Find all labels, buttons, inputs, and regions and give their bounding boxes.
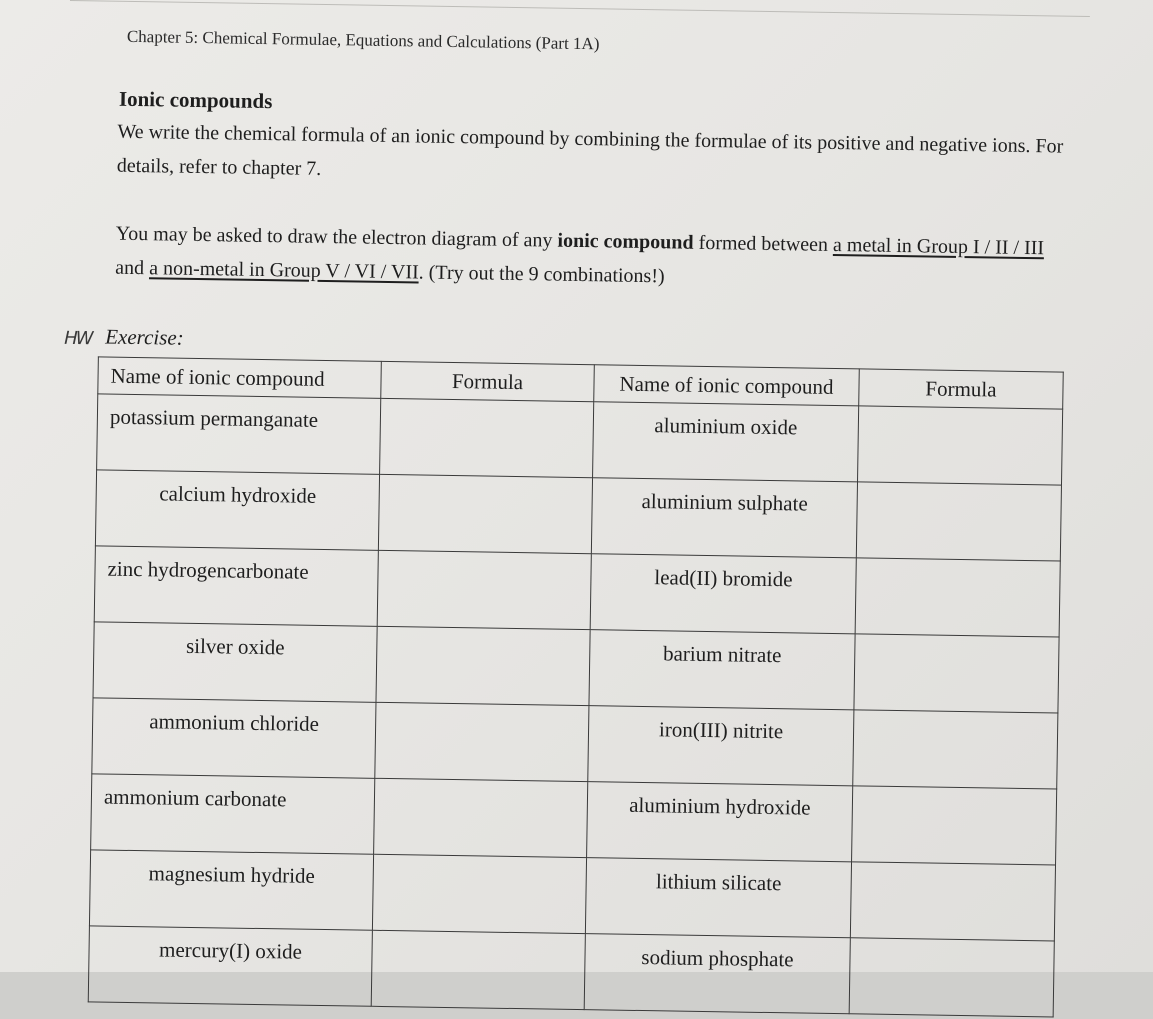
compound-name-right: aluminium hydroxide	[587, 782, 853, 862]
compound-name-right: aluminium sulphate	[591, 478, 857, 558]
formula-cell-left[interactable]	[374, 778, 588, 857]
section-heading: Ionic compounds	[118, 86, 273, 114]
header-name-left: Name of ionic compound	[98, 357, 382, 398]
compound-name-left: ammonium carbonate	[91, 774, 375, 854]
handwritten-note: HW	[63, 327, 92, 350]
formula-cell-left[interactable]	[376, 626, 590, 705]
formula-cell-left[interactable]	[372, 854, 586, 933]
formula-cell-right[interactable]	[858, 406, 1063, 485]
formula-cell-right[interactable]	[853, 710, 1058, 789]
compound-name-right: lead(II) bromide	[590, 554, 856, 634]
compound-name-right: iron(III) nitrite	[588, 706, 854, 786]
header-formula-left: Formula	[381, 361, 595, 401]
paragraph-text: and	[115, 256, 150, 280]
formula-cell-left[interactable]	[378, 474, 592, 553]
compound-name-right: lithium silicate	[585, 858, 851, 938]
formula-cell-right[interactable]	[852, 786, 1057, 865]
paragraph-text: You may be asked to draw the electron diagram of any	[115, 222, 558, 252]
formula-cell-left[interactable]	[371, 930, 585, 1009]
compound-name-left: mercury(I) oxide	[88, 926, 372, 1006]
formula-cell-left[interactable]	[377, 550, 591, 629]
intro-paragraph: We write the chemical formula of an ionic compound by combining the formulae of its positive and negative ions. For details, refer to chapter 7.	[116, 120, 1064, 180]
compound-name-left: zinc hydrogencarbonate	[94, 546, 378, 626]
compound-name-left: potassium permanganate	[97, 394, 381, 474]
header-formula-right: Formula	[859, 369, 1064, 409]
compound-name-right: aluminium oxide	[593, 402, 859, 482]
compound-name-right: sodium phosphate	[584, 934, 850, 1014]
formula-cell-right[interactable]	[856, 482, 1061, 561]
paragraph-text: formed between	[693, 231, 834, 256]
compound-name-left: ammonium chloride	[92, 698, 376, 778]
electron-diagram-paragraph	[115, 217, 1076, 300]
exercise-label: Exercise:	[105, 324, 184, 350]
formula-cell-right[interactable]	[849, 938, 1054, 1017]
compound-name-left: calcium hydroxide	[95, 470, 379, 550]
compound-name-right: barium nitrate	[589, 630, 855, 710]
metal-group-text: a metal in Group I / II / III	[832, 233, 1045, 260]
table-row	[88, 926, 1054, 1017]
chapter-title: Chapter 5: Chemical Formulae, Equations and Calculations (Part 1A)	[126, 26, 600, 54]
header-name-right: Name of ionic compound	[594, 365, 860, 406]
paragraph-text: . (Try out the 9 combinations!)	[418, 261, 665, 288]
compound-name-left: magnesium hydride	[89, 850, 373, 930]
exercise-table	[88, 356, 1064, 1017]
formula-cell-left[interactable]	[375, 702, 589, 781]
formula-cell-right[interactable]	[855, 558, 1060, 637]
formula-cell-left[interactable]	[380, 398, 594, 477]
formula-cell-right[interactable]	[854, 634, 1059, 713]
formula-cell-right[interactable]	[850, 862, 1055, 941]
compound-name-left: silver oxide	[93, 622, 377, 702]
paragraph-bold-term: ionic compound	[557, 229, 694, 254]
nonmetal-group-text: a non-metal in Group V / VI / VII	[148, 257, 419, 284]
